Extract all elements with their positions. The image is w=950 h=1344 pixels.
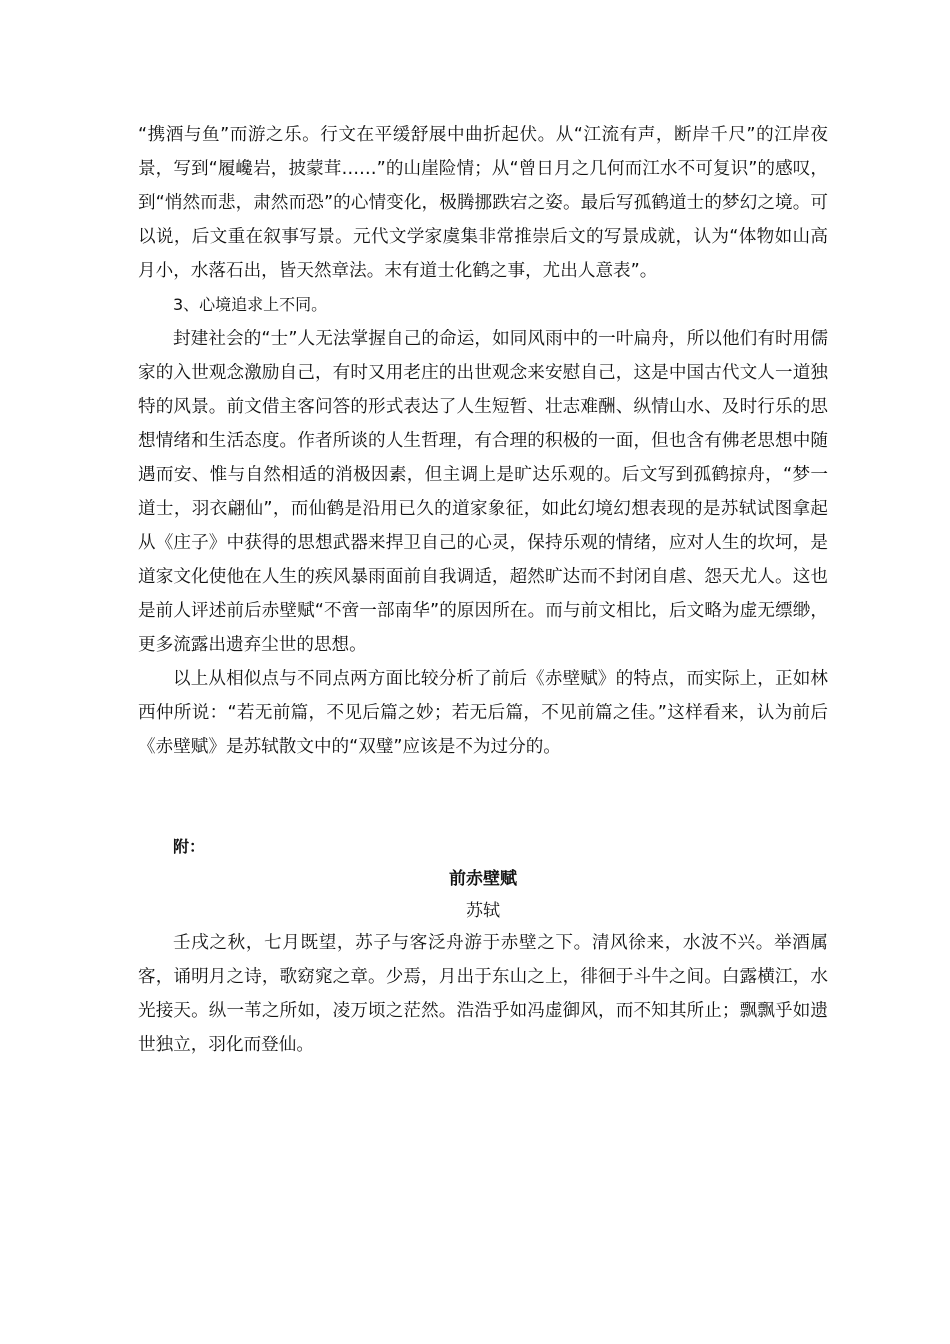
paragraph-conclusion: 以上从相似点与不同点两方面比较分析了前后《赤壁赋》的特点，而实际上，正如林西仲所说：“若无前篇，不见后篇之妙；若无后篇，不见前篇之佳。”这样看来，认为前后《赤壁赋》是苏轼散文中的“双璧”应该是不为过分的。 [138,669,828,757]
section-spacer [138,764,828,832]
paragraph-scenery: “携酒与鱼”而游之乐。行文在平缓舒展中曲折起伏。从“江流有声，断岸千尺”的江岸夜景，写到“履巉岩，披蒙茸……”的山崖险情；从“曾日月之几何而江水不可复识”的感叹，到“悄然而悲，肃然而恐”的心情变化，极腾挪跌宕之姿。最后写孤鹤道士的梦幻之境。可以说，后文重在叙事写景。元代文学家虞集非常推崇后文的写景成就，认为“体物如山高月小，水落石出，皆天然章法。末有道士化鹤之事，尤出人意表”。 [138,125,828,281]
appendix-label: 附： [173,837,206,856]
poem-title: 前赤壁赋 [449,869,517,889]
poem-paragraph-1: 壬戌之秋，七月既望，苏子与客泛舟游于赤壁之下。清风徐来，水波不兴。举酒属客，诵明月之诗，歌窈窕之章。少焉，月出于东山之上，徘徊于斗牛之间。白露横江，水光接天。纵一苇之所如，凌万顷之茫然。浩浩乎如冯虚御风，而不知其所止；飘飘乎如遗世独立，羽化而登仙。 [138,933,828,1055]
section-heading-3: 3、心境追求上不同。 [173,295,328,314]
document-body [138,118,828,1062]
paragraph-mindset: 封建社会的“士”人无法掌握自己的命运，如同风雨中的一叶扁舟，所以他们有时用儒家的入世观念激励自己，有时又用老庄的出世观念来安慰自己，这是中国古代文人一道独特的风景。前文借主客问答的形式表达了人生短暂、壮志难酬、纵情山水、及时行乐的思想情绪和生活态度。作者所谈的人生哲理，有合理的积极的一面，但也含有佛老思想中随遇而安、惟与自然相适的消极因素，但主调上是旷达乐观的。后文写到孤鹤掠舟，“梦一道士，羽衣翩仙”，而仙鹤是沿用已久的道家象征，如此幻境幻想表现的是苏轼试图拿起从《庄子》中获得的思想武器来捍卫自己的心灵，保持乐观的情绪，应对人生的坎坷，是道家文化使他在人生的疾风暴雨面前自我调适，超然旷达而不封闭自虐、怨天尤人。这也是前人评述前后赤壁赋“不啻一部南华”的原因所在。而与前文相比，后文略为虚无缥缈，更多流露出遗弃尘世的思想。 [138,329,828,655]
poem-author: 苏轼 [466,901,500,921]
